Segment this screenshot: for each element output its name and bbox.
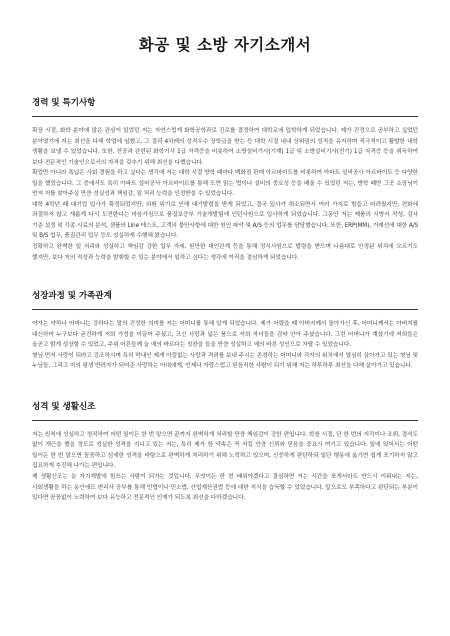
document-title: 화공 및 소방 자기소개서 [138, 36, 312, 54]
section-upbringing-family [32, 291, 418, 372]
section-body [32, 430, 418, 504]
paragraph: 대학 4학년 때 대기업 입사가 확정되었지만, 외환 위기로 인해 대기발령을 받게 되었고, 결국 입사가 취소되면서 여러 가지로 힘들고 어려웠지만, 전화에 좌절하지 않고 새롭게 다시 도전한다는 마음가짐으로 품질보증부 기술개발팀에 인턴사원으로 입사하게 되었습니다. 그동안 저는 제품의 시방서 작성, 검사 기준 설정 및 각종 시료의 분석, 샘플의 Line 테스트, 고객의 불만사항에 대한 원인 파악 및 A/S 등의 업무를 담당했습니다. 또한, ERP(MM), 거래선에 대한 A/S 및 B/S 업무, 품질관리 업무 등도 성실하게 수행해 왔습니다. [32, 201, 418, 240]
paragraph: 정확하고 완벽한 일 처리와 성실하고 책임감 강한 업무 자세, 원만한 대인관계 등을 통해 정식사원으로 발령을 받으며 나름대로 안정된 위치에 오르기도 했지만, 보다 저의 적성과 능력을 발휘할 수 있는 분야에서 일하고 싶다는 생각에 이직을 결심하게 되었습니다. [32, 244, 418, 261]
paragraph: 확장 시절, 화학 분야에 많은 관심이 있었던 저는 자연스럽게 화학공학과로 진로를 결정하여 대학교에 입학하게 되었습니다. 제가 진정으로 공부하고 싶었던 분야였기에 저는 최선을 다해 학업에 임했고, 그 결과 4차례의 성적우수 장학금을 받는 등 대학 시절 내내 상위권의 성적을 유지하며 적극적이고 활발한 대학 생활을 보낼 수 있었습니다. 또한, 전공과 관련된 화학기사 1급 자격증을 비롯하여 소방설비기사(기계) 1급 및 소방설비기사(전기) 1급 자격증 등을 취득하여 보다 전문적인 기술인으로서의 자격을 갖추기 위해 최선을 다했습니다. [32, 128, 418, 166]
section-heading: 성장과정 및 가족관계 [32, 291, 112, 302]
paragraph: 제 생활신조는 늘 자기계발에 힘쓰는 사람이 되자는 것입니다. 무엇이든 한 번 배워야겠다고 결심하면 저는 시간을 쪼개서라도 반드시 이뤄내는 저는, 사회생활을 하는 동안에도 변리사 공부를 통해 민법이나 민소법, 산업재산권법 등에 대한 지식을 습득할 수 있었습니다. 앞으로도 부족하다고 판단되는 부분이 있다면 꼼꼼없이 노력하여 보다 유능하고 전문적인 인재가 되도록 최선을 다하겠습니다. [32, 474, 418, 502]
paragraph: 저는 원칙에 성실하고 정직하여 어떤 일이든 한 번 맡으면 끝까지 완벽하게 처리할 만큼 책임감이 강한 편입니다. 학창 시절, 단 한 번의 지각이나 조퇴, 결석도 없이 개근을 했을 정도로 성실한 성격을 지니고 있는 저는, 특히 제가 한 약속은 꼭 지킬 만큼 신뢰와 믿음을 중요시 여기고 있습니다. 일에 있어서는 어떤 일이든 한 번 맡으면 꼼꼼하고 섬세한 성격을 바탕으로 완벽하게 처리하기 위해 노력하고 있으며, 신중하게 판단하되 일단 행동에 옮기면 쉽게 포기하지 않고 집요하게 추진해 나가는 편입니다. [32, 431, 418, 470]
section-divider [32, 309, 418, 310]
paragraph: 형님 먼저 사랑이 되라고 강조하시며 특히 막내인 제게 아낌없는 사랑과 격려를 보내 주시는 존경하는 어머니와 각자의 위치에서 열심히 살아가고 있는 형님 및 누님들, 그리고 저의 평생 반려자가 되어준 사랑하는 아내에게, 언제나 자랑스럽고 믿음직한 사람이 되기 위해 저는 하루하루 최선을 다해 살아가고 있습니다. [32, 352, 418, 370]
section-career [32, 98, 418, 263]
paragraph: 여자는 약하나 어머니는 강하다는 말의 진정한 의미를 저는 어머니를 통해 알게 되었습니다. 제가 어렸을 때 아버지께서 돌아가신 후, 어머니께서는 아버지를 대신하여 누구보다 굳건하게 저희 가정을 이끌어 주셨고, 크신 사랑과 넓은 품으로 저희 자녀들을 감싸 안아 주셨습니다. 그런 어머니가 계셨기에 저희들은 올곧고 밝게 성장할 수 있었고, 주위 어른들께 늘 예의 바르다는 칭찬을 들을 만큼 성실하고 예의 바른 성인으로 자랄 수 있었습니다. [32, 321, 418, 349]
section-divider [32, 116, 418, 117]
section-divider [32, 420, 418, 421]
paragraph: 확업만 아니라 폭넓은 사회 경험을 하고 싶다는 생각에 저는 대학 시절 방학 때마다 백화점 판매 아르바이트를 비롯하여 아파트 설비공사 아르바이트 등 다양한 일을 했었습니다. 그 중에서도 특히 아파트 설비공사 아르바이트를 통해 도면 읽는 법이나 설비의 중요성 등을 배울 수 있었던 저는, 방학 때면 그곳 소장님이 먼저 저를 찾아주실 만큼 성실성과 책임감, 일 처리 능력을 인정받을 수 있었습니다. [32, 170, 418, 198]
section-body [32, 126, 418, 263]
section-heading: 성격 및 생활신조 [32, 401, 96, 412]
section-personality-motto [32, 402, 418, 504]
section-heading: 경력 및 특기사항 [32, 98, 96, 108]
section-body [32, 319, 418, 372]
